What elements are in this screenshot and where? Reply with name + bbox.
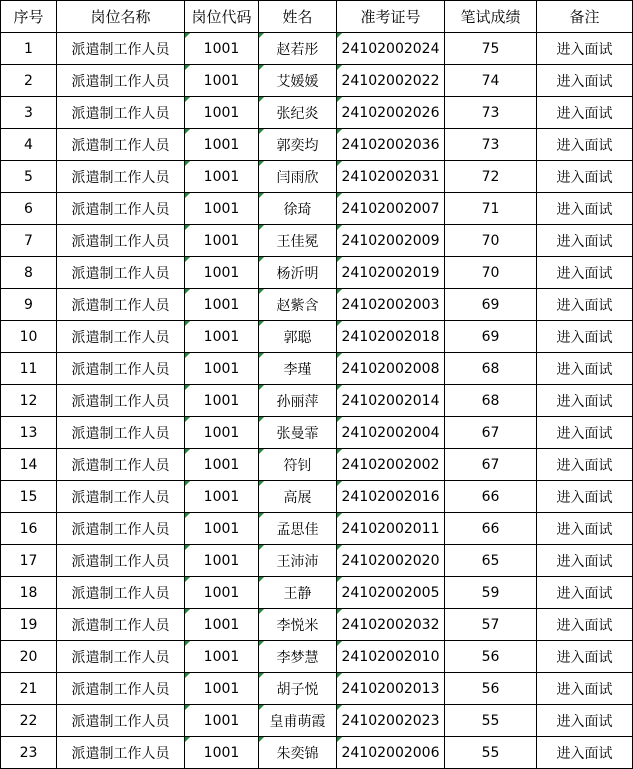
table-row <box>1 65 633 97</box>
name-cell: 高展 <box>259 481 337 513</box>
seq-cell: 12 <box>1 385 57 417</box>
post-code-cell: 1001 <box>185 65 259 97</box>
post-code-cell: 1001 <box>185 449 259 481</box>
post-code-cell: 1001 <box>185 193 259 225</box>
ticket-number-cell: 24102002010 <box>337 641 445 673</box>
post-name-cell: 派遣制工作人员 <box>57 353 185 385</box>
seq-cell: 3 <box>1 97 57 129</box>
score-cell: 55 <box>445 705 537 737</box>
name-cell: 艾媛媛 <box>259 65 337 97</box>
ticket-number-cell: 24102002008 <box>337 353 445 385</box>
post-name-cell: 派遣制工作人员 <box>57 513 185 545</box>
post-code-cell: 1001 <box>185 161 259 193</box>
post-name-cell: 派遣制工作人员 <box>57 257 185 289</box>
seq-cell: 19 <box>1 609 57 641</box>
post-name-cell: 派遣制工作人员 <box>57 289 185 321</box>
remarks-cell: 进入面试 <box>537 417 633 449</box>
name-cell: 王沛沛 <box>259 545 337 577</box>
post-name-cell: 派遣制工作人员 <box>57 321 185 353</box>
ticket-number-cell: 24102002022 <box>337 65 445 97</box>
post-code-cell: 1001 <box>185 705 259 737</box>
name-cell: 王佳冕 <box>259 225 337 257</box>
ticket-number-cell: 24102002031 <box>337 161 445 193</box>
post-code-cell: 1001 <box>185 737 259 769</box>
post-name-cell: 派遣制工作人员 <box>57 33 185 65</box>
remarks-cell: 进入面试 <box>537 65 633 97</box>
score-cell: 68 <box>445 353 537 385</box>
post-code-cell: 1001 <box>185 577 259 609</box>
post-name-cell: 派遣制工作人员 <box>57 673 185 705</box>
score-cell: 56 <box>445 641 537 673</box>
table-row <box>1 577 633 609</box>
post-code-cell: 1001 <box>185 33 259 65</box>
seq-cell: 15 <box>1 481 57 513</box>
score-cell: 70 <box>445 257 537 289</box>
table-row <box>1 161 633 193</box>
post-code-cell: 1001 <box>185 97 259 129</box>
post-code-cell: 1001 <box>185 321 259 353</box>
table-row <box>1 385 633 417</box>
name-cell: 朱奕锦 <box>259 737 337 769</box>
table-row <box>1 33 633 65</box>
name-cell: 张曼霏 <box>259 417 337 449</box>
ticket-number-cell: 24102002026 <box>337 97 445 129</box>
ticket-number-cell: 24102002036 <box>337 129 445 161</box>
header-seq: 序号 <box>1 1 57 33</box>
ticket-number-cell: 24102002020 <box>337 545 445 577</box>
name-cell: 郭奕均 <box>259 129 337 161</box>
score-cell: 75 <box>445 33 537 65</box>
score-cell: 67 <box>445 417 537 449</box>
score-cell: 57 <box>445 609 537 641</box>
post-code-cell: 1001 <box>185 641 259 673</box>
seq-cell: 16 <box>1 513 57 545</box>
score-cell: 74 <box>445 65 537 97</box>
post-code-cell: 1001 <box>185 353 259 385</box>
name-cell: 胡子悦 <box>259 673 337 705</box>
remarks-cell: 进入面试 <box>537 609 633 641</box>
remarks-cell: 进入面试 <box>537 129 633 161</box>
post-name-cell: 派遣制工作人员 <box>57 193 185 225</box>
ticket-number-cell: 24102002024 <box>337 33 445 65</box>
remarks-cell: 进入面试 <box>537 33 633 65</box>
post-code-cell: 1001 <box>185 481 259 513</box>
score-cell: 70 <box>445 225 537 257</box>
seq-cell: 7 <box>1 225 57 257</box>
name-cell: 李瑾 <box>259 353 337 385</box>
score-cell: 67 <box>445 449 537 481</box>
remarks-cell: 进入面试 <box>537 545 633 577</box>
ticket-number-cell: 24102002014 <box>337 385 445 417</box>
score-cell: 56 <box>445 673 537 705</box>
table-row <box>1 129 633 161</box>
post-name-cell: 派遣制工作人员 <box>57 161 185 193</box>
score-cell: 71 <box>445 193 537 225</box>
post-code-cell: 1001 <box>185 257 259 289</box>
seq-cell: 17 <box>1 545 57 577</box>
ticket-number-cell: 24102002006 <box>337 737 445 769</box>
post-name-cell: 派遣制工作人员 <box>57 449 185 481</box>
table-row <box>1 609 633 641</box>
table-row <box>1 673 633 705</box>
post-code-cell: 1001 <box>185 385 259 417</box>
post-name-cell: 派遣制工作人员 <box>57 737 185 769</box>
post-name-cell: 派遣制工作人员 <box>57 385 185 417</box>
header-post-code: 岗位代码 <box>185 1 259 33</box>
remarks-cell: 进入面试 <box>537 289 633 321</box>
name-cell: 李悦米 <box>259 609 337 641</box>
remarks-cell: 进入面试 <box>537 257 633 289</box>
ticket-number-cell: 24102002019 <box>337 257 445 289</box>
header-remarks: 备注 <box>537 1 633 33</box>
post-code-cell: 1001 <box>185 545 259 577</box>
post-code-cell: 1001 <box>185 129 259 161</box>
name-cell: 赵若彤 <box>259 33 337 65</box>
header-ticket-number: 准考证号 <box>337 1 445 33</box>
post-name-cell: 派遣制工作人员 <box>57 129 185 161</box>
seq-cell: 14 <box>1 449 57 481</box>
ticket-number-cell: 24102002016 <box>337 481 445 513</box>
post-name-cell: 派遣制工作人员 <box>57 609 185 641</box>
remarks-cell: 进入面试 <box>537 481 633 513</box>
score-cell: 66 <box>445 513 537 545</box>
remarks-cell: 进入面试 <box>537 225 633 257</box>
remarks-cell: 进入面试 <box>537 673 633 705</box>
remarks-cell: 进入面试 <box>537 353 633 385</box>
name-cell: 孟思佳 <box>259 513 337 545</box>
table-row <box>1 225 633 257</box>
post-name-cell: 派遣制工作人员 <box>57 225 185 257</box>
ticket-number-cell: 24102002032 <box>337 609 445 641</box>
ticket-number-cell: 24102002011 <box>337 513 445 545</box>
name-cell: 孙丽萍 <box>259 385 337 417</box>
remarks-cell: 进入面试 <box>537 385 633 417</box>
post-name-cell: 派遣制工作人员 <box>57 577 185 609</box>
remarks-cell: 进入面试 <box>537 737 633 769</box>
table-row <box>1 193 633 225</box>
score-cell: 73 <box>445 129 537 161</box>
name-cell: 张纪炎 <box>259 97 337 129</box>
seq-cell: 21 <box>1 673 57 705</box>
ticket-number-cell: 24102002005 <box>337 577 445 609</box>
post-name-cell: 派遣制工作人员 <box>57 705 185 737</box>
ticket-number-cell: 24102002018 <box>337 321 445 353</box>
seq-cell: 6 <box>1 193 57 225</box>
table-row <box>1 513 633 545</box>
score-cell: 69 <box>445 321 537 353</box>
remarks-cell: 进入面试 <box>537 705 633 737</box>
remarks-cell: 进入面试 <box>537 449 633 481</box>
table-row <box>1 321 633 353</box>
name-cell: 符钊 <box>259 449 337 481</box>
header-written-score: 笔试成绩 <box>445 1 537 33</box>
post-name-cell: 派遣制工作人员 <box>57 545 185 577</box>
name-cell: 李梦慧 <box>259 641 337 673</box>
seq-cell: 11 <box>1 353 57 385</box>
seq-cell: 20 <box>1 641 57 673</box>
ticket-number-cell: 24102002023 <box>337 705 445 737</box>
seq-cell: 22 <box>1 705 57 737</box>
seq-cell: 18 <box>1 577 57 609</box>
table-row <box>1 289 633 321</box>
seq-cell: 23 <box>1 737 57 769</box>
post-name-cell: 派遣制工作人员 <box>57 481 185 513</box>
header-name: 姓名 <box>259 1 337 33</box>
score-cell: 55 <box>445 737 537 769</box>
ticket-number-cell: 24102002013 <box>337 673 445 705</box>
seq-cell: 9 <box>1 289 57 321</box>
table-row <box>1 545 633 577</box>
remarks-cell: 进入面试 <box>537 513 633 545</box>
table-body <box>1 33 633 769</box>
remarks-cell: 进入面试 <box>537 577 633 609</box>
table-row <box>1 257 633 289</box>
name-cell: 闫雨欣 <box>259 161 337 193</box>
seq-cell: 2 <box>1 65 57 97</box>
ticket-number-cell: 24102002002 <box>337 449 445 481</box>
post-name-cell: 派遣制工作人员 <box>57 65 185 97</box>
post-code-cell: 1001 <box>185 673 259 705</box>
name-cell: 杨沂明 <box>259 257 337 289</box>
remarks-cell: 进入面试 <box>537 321 633 353</box>
table-row <box>1 705 633 737</box>
post-name-cell: 派遣制工作人员 <box>57 417 185 449</box>
seq-cell: 8 <box>1 257 57 289</box>
post-code-cell: 1001 <box>185 225 259 257</box>
remarks-cell: 进入面试 <box>537 97 633 129</box>
table-row <box>1 417 633 449</box>
seq-cell: 1 <box>1 33 57 65</box>
ticket-number-cell: 24102002007 <box>337 193 445 225</box>
seq-cell: 4 <box>1 129 57 161</box>
seq-cell: 13 <box>1 417 57 449</box>
ticket-number-cell: 24102002003 <box>337 289 445 321</box>
name-cell: 王静 <box>259 577 337 609</box>
score-cell: 59 <box>445 577 537 609</box>
post-name-cell: 派遣制工作人员 <box>57 97 185 129</box>
name-cell: 赵紫含 <box>259 289 337 321</box>
remarks-cell: 进入面试 <box>537 193 633 225</box>
score-cell: 69 <box>445 289 537 321</box>
post-code-cell: 1001 <box>185 513 259 545</box>
seq-cell: 5 <box>1 161 57 193</box>
table-row <box>1 481 633 513</box>
table-row <box>1 641 633 673</box>
post-name-cell: 派遣制工作人员 <box>57 641 185 673</box>
table-row <box>1 449 633 481</box>
post-code-cell: 1001 <box>185 609 259 641</box>
score-cell: 66 <box>445 481 537 513</box>
header-post-name: 岗位名称 <box>57 1 185 33</box>
ticket-number-cell: 24102002009 <box>337 225 445 257</box>
header-row <box>1 1 633 33</box>
name-cell: 皇甫萌霞 <box>259 705 337 737</box>
remarks-cell: 进入面试 <box>537 641 633 673</box>
score-cell: 72 <box>445 161 537 193</box>
post-code-cell: 1001 <box>185 289 259 321</box>
seq-cell: 10 <box>1 321 57 353</box>
score-cell: 73 <box>445 97 537 129</box>
name-cell: 郭聪 <box>259 321 337 353</box>
table-row <box>1 737 633 769</box>
post-code-cell: 1001 <box>185 417 259 449</box>
ticket-number-cell: 24102002004 <box>337 417 445 449</box>
table-row <box>1 353 633 385</box>
score-cell: 68 <box>445 385 537 417</box>
remarks-cell: 进入面试 <box>537 161 633 193</box>
table-row <box>1 97 633 129</box>
name-cell: 徐琦 <box>259 193 337 225</box>
score-cell: 65 <box>445 545 537 577</box>
